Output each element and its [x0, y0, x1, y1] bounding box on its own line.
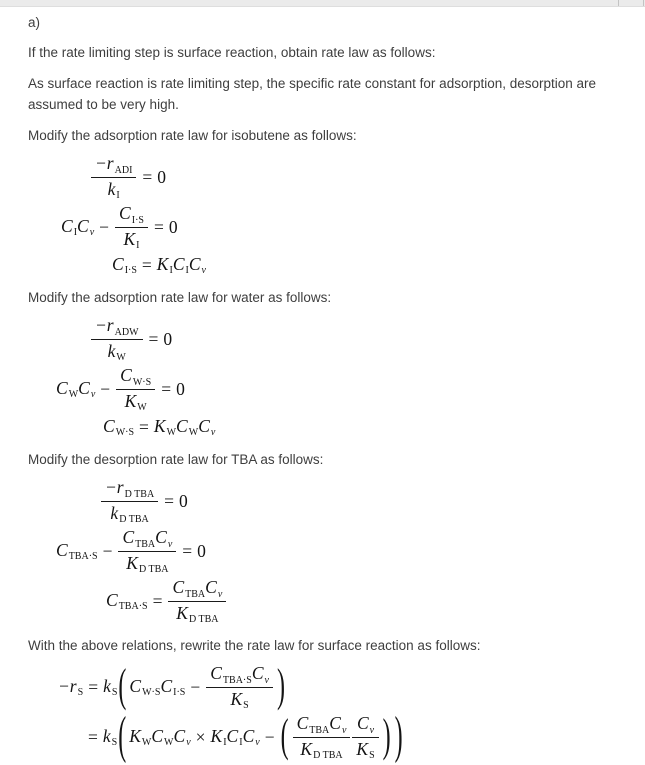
math-subscript: W [68, 389, 79, 401]
math-fraction [115, 203, 148, 251]
solution-content [0, 7, 645, 764]
top-border-bar [0, 0, 645, 7]
math-subscript: W [164, 737, 174, 749]
fraction-numerator [91, 315, 143, 340]
math-fraction [168, 577, 226, 625]
math-subscript: S [111, 687, 118, 699]
close-paren-glyph: ) [382, 711, 391, 762]
math-fraction [293, 713, 351, 761]
math-subscript: S [243, 700, 249, 711]
math-subscript: I·S [173, 687, 186, 699]
math-operator: − [100, 378, 111, 399]
math-subscript: v [201, 265, 206, 277]
math-subscript: v [186, 737, 191, 749]
math-subscript: v [217, 588, 223, 600]
fraction-denominator [168, 602, 226, 626]
math-variable: $K_S$ [356, 738, 375, 761]
math-variable: $C_v$ [242, 725, 260, 749]
math-subscript: W·S [142, 687, 161, 699]
math-variable: $C_{TBA\cdot S}$ [56, 539, 98, 563]
math-operator: − [99, 216, 110, 237]
table-cell-divider [643, 0, 644, 6]
close-paren-glyph: ) [276, 661, 285, 712]
fraction-numerator [101, 477, 158, 502]
math-variable: $C_v$ [329, 713, 347, 736]
math-operator: = [182, 540, 193, 561]
math-variable: $K_{D TBA}$ [176, 602, 219, 625]
math-subscript: I·S [131, 214, 144, 226]
math-subscript: TBA·S [68, 551, 98, 563]
math-paren-group [280, 713, 392, 761]
math-variable: $-r_{ADI}$ [95, 153, 133, 176]
math-variable: $C_v$ [198, 415, 216, 439]
paragraph-water: Modify the adsorption rate law for water as follows: [28, 290, 332, 305]
math-subscript: W [141, 737, 152, 749]
paragraph-assumption: As surface reaction is rate limiting step, the specific rate constant for adsorption, desorption are assumed to be very high. [28, 76, 597, 112]
math-subscript: I [169, 265, 173, 277]
fraction-numerator [118, 527, 176, 552]
math-variable: $K_{D TBA}$ [126, 552, 169, 575]
equation-block-surface-rate-law [28, 661, 621, 765]
equation-line [58, 663, 621, 711]
math-subscript: TBA [135, 538, 156, 550]
math-number: 0 [168, 216, 178, 237]
math-operator: − [102, 540, 113, 561]
equation-line [83, 708, 621, 765]
equation-block-isobutene-adsorption [28, 153, 621, 277]
fraction-denominator [115, 228, 148, 252]
math-subscript: I [185, 265, 189, 277]
math-subscript: I [73, 227, 78, 239]
math-variable: $C_v$ [356, 713, 375, 736]
equation-line [56, 527, 621, 575]
math-fraction [206, 663, 273, 711]
math-variable: $k_W$ [107, 340, 126, 363]
math-variable: $C_v$ [188, 253, 206, 277]
math-variable: $C_I$ [172, 253, 189, 277]
math-variable: $C_{W\cdot S}$ [120, 365, 152, 388]
math-variable: $K_I$ [210, 725, 227, 749]
paragraph-intro: If the rate limiting step is surface reaction, obtain rate law as follows: [28, 45, 436, 60]
math-subscript: D TBA [119, 514, 149, 525]
math-variable: $k_I$ [107, 178, 120, 201]
math-subscript: TBA·S [118, 601, 148, 613]
math-variable: $C_{W\cdot S}$ [103, 415, 135, 439]
math-variable: $k_{D TBA}$ [110, 502, 149, 525]
equation-line [56, 365, 621, 413]
close-paren-glyph: ) [394, 708, 403, 765]
math-variable: $-r_{D TBA}$ [105, 477, 155, 500]
open-paren-glyph: ( [118, 661, 127, 712]
fraction-denominator [101, 502, 158, 526]
math-variable: $C_v$ [77, 215, 95, 239]
math-number: 0 [179, 490, 188, 511]
math-subscript: W [116, 352, 126, 363]
math-subscript: v [369, 724, 375, 736]
fraction-denominator [91, 340, 143, 364]
math-variable: $C_W$ [176, 415, 199, 439]
math-variable: $C_{I\cdot S}$ [160, 675, 186, 699]
math-operator: = [152, 590, 163, 611]
math-variable: $k_S$ [103, 675, 118, 699]
fraction-denominator [352, 738, 378, 762]
math-variable: $C_I$ [61, 215, 78, 239]
math-fraction [91, 153, 136, 201]
math-operator: − [190, 676, 201, 697]
math-operator: = [153, 216, 164, 237]
math-variable: $-r_S$ [58, 675, 84, 699]
math-variable: $K_{D TBA}$ [300, 738, 343, 761]
math-variable: $C_v$ [173, 725, 191, 749]
math-operator: × [195, 726, 206, 747]
math-subscript: I [136, 240, 140, 251]
math-operator: = [88, 726, 98, 747]
math-fraction [116, 365, 155, 413]
math-subscript: v [90, 389, 96, 401]
math-subscript: D TBA [188, 614, 219, 625]
math-subscript: TBA·S [222, 674, 252, 686]
math-variable: $C_{W\cdot S}$ [129, 675, 161, 699]
math-operator: = [88, 676, 99, 697]
math-operator: = [141, 254, 152, 275]
math-subscript: TBA [185, 588, 206, 600]
open-paren-glyph: ( [280, 711, 289, 762]
math-variable: $C_{TBA\cdot S}$ [106, 589, 148, 613]
math-variable: $C_v$ [205, 577, 223, 600]
math-subscript: v [167, 538, 173, 550]
math-fraction [91, 315, 143, 363]
math-operator: = [164, 490, 175, 511]
paragraph-isobutene: Modify the adsorption rate law for isobutene as follows: [28, 128, 357, 143]
math-subscript: W [188, 427, 199, 439]
paren-content [127, 713, 393, 761]
math-subscript: I [223, 737, 227, 749]
open-paren-glyph: ( [118, 708, 127, 765]
part-label: a) [28, 15, 41, 30]
fraction-numerator [116, 365, 155, 390]
math-subscript: v [341, 724, 347, 736]
math-variable: $K_W$ [153, 415, 177, 439]
math-subscript: S [369, 750, 375, 761]
paren-content [127, 663, 276, 711]
math-variable: $C_{TBA}$ [122, 527, 156, 550]
math-variable: $C_{TBA\cdot S}$ [210, 663, 252, 686]
equation-line [90, 315, 621, 363]
math-subscript: v [210, 427, 216, 439]
equation-line [61, 203, 621, 251]
equation-line [106, 577, 621, 625]
math-fraction [352, 713, 378, 761]
math-subscript: TBA [309, 724, 330, 736]
fraction-numerator [168, 577, 226, 602]
math-operator: = [139, 416, 149, 437]
math-variable: $K_W$ [124, 390, 147, 413]
math-subscript: v [255, 737, 260, 749]
math-subscript: S [111, 737, 118, 749]
math-fraction [118, 527, 176, 575]
equation-line [112, 253, 621, 277]
math-variable: $-r_{ADW}$ [95, 315, 139, 338]
math-operator: = [161, 378, 172, 399]
fraction-numerator [91, 153, 136, 178]
fraction-denominator [116, 390, 155, 414]
math-subscript: ADW [114, 326, 139, 338]
math-subscript: I·S [124, 265, 137, 277]
math-variable: $K_I$ [156, 253, 173, 277]
math-subscript: ADI [114, 164, 133, 176]
math-variable: $C_{TBA}$ [172, 577, 206, 600]
paren-content [290, 713, 382, 761]
fraction-numerator [293, 713, 351, 738]
math-variable: $C_I$ [226, 725, 243, 749]
math-subscript: I [239, 737, 243, 749]
math-variable: $C_W$ [56, 377, 79, 401]
math-subscript: S [77, 687, 84, 699]
math-subscript: W·S [132, 376, 152, 388]
math-subscript: D TBA [138, 564, 169, 575]
math-number: 0 [176, 378, 185, 399]
fraction-denominator [206, 688, 273, 712]
math-variable: $C_v$ [155, 527, 173, 550]
math-variable: $K_W$ [129, 725, 152, 749]
math-subscript: D TBA [124, 488, 155, 500]
math-number: 0 [157, 166, 167, 187]
math-variable: $k_S$ [102, 725, 118, 749]
equation-line [100, 477, 621, 525]
math-subscript: D TBA [313, 750, 343, 761]
math-operator: − [264, 726, 275, 747]
paragraph-surface: With the above relations, rewrite the rate law for surface reaction as follows: [28, 638, 481, 653]
math-paren-group [117, 663, 286, 711]
fraction-denominator [91, 178, 136, 202]
math-variable: $C_{I\cdot S}$ [119, 203, 144, 226]
math-variable: $C_v$ [251, 663, 269, 686]
fraction-numerator [352, 713, 378, 738]
equation-line [90, 153, 621, 201]
equation-line [103, 415, 621, 439]
math-variable: $C_W$ [151, 725, 174, 749]
math-variable: $C_{TBA}$ [296, 713, 330, 736]
math-number: 0 [197, 540, 206, 561]
math-subscript: v [89, 227, 95, 239]
math-subscript: W·S [115, 427, 135, 439]
math-operator: = [142, 166, 153, 187]
fraction-numerator [115, 203, 148, 228]
math-subscript: I [116, 190, 120, 201]
math-fraction [101, 477, 158, 525]
fraction-numerator [206, 663, 273, 688]
math-subscript: W [137, 402, 147, 413]
table-cell-divider [618, 0, 619, 6]
math-operator: = [148, 328, 159, 349]
math-variable: $C_{I\cdot S}$ [112, 253, 137, 277]
math-variable: $K_I$ [123, 228, 140, 251]
fraction-denominator [293, 738, 351, 762]
equation-block-tba-desorption [28, 477, 621, 625]
math-number: 0 [163, 328, 173, 349]
math-subscript: v [264, 674, 269, 686]
math-variable: $K_S$ [230, 688, 249, 711]
math-variable: $C_v$ [78, 377, 96, 401]
fraction-denominator [118, 552, 176, 576]
equation-block-water-adsorption [28, 315, 621, 439]
math-subscript: W [166, 427, 177, 439]
paragraph-tba: Modify the desorption rate law for TBA as follows: [28, 452, 324, 467]
math-paren-group [117, 708, 403, 765]
